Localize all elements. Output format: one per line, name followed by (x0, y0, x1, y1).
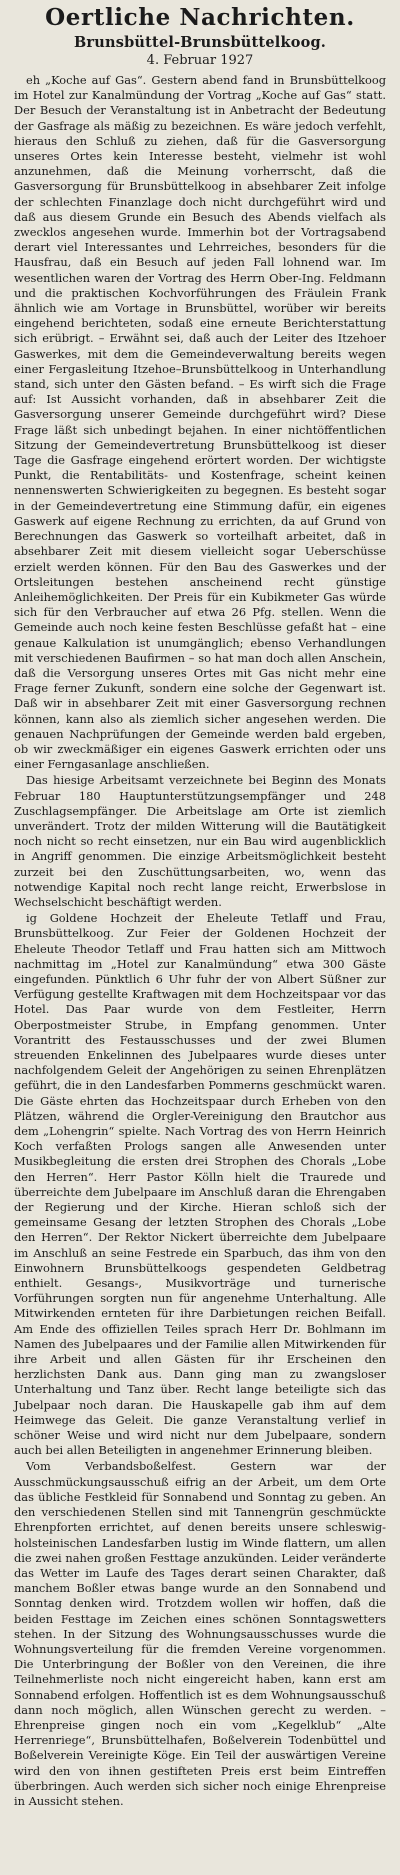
news-column (14, 73, 386, 1809)
article-gas-lecture: eh „Koche auf Gas“. Gestern abend fand in Brunsbüttelkoog im Hotel zur Kanalmündung der Vortrag „Koche auf Gas“ statt. Der Besuch der Veranstaltung ist in Anbetracht der Bedeutung der Gasfrage als mäßig zu bezeichnen. Es wäre jedoch verfehlt, hieraus den Schluß zu ziehen, daß für die Gasversorgung unseres Ortes kein Interesse besteht, vielmehr ist wohl anzunehmen, daß die Meinung vorherrscht, daß die Gasversorgung für Brunsbüttelkoog in absehbarer Zeit infolge der schlechten Finanzlage doch nicht durchgeführt wird und daß aus diesem Grunde ein Besuch des Abends vielfach als zwecklos angesehen wurde. Immerhin bot der Vortragsabend derart viel Interessantes und Lehrreiches, besonders für die Hausfrau, daß ein Besuch auf jeden Fall lohnend war. Im wesentlichen waren der Vortrag des Herrn Ober-Ing. Feldmann und die praktischen Kochvorführungen des Fräulein Frank ähnlich wie am Vortage in Brunsbüttel, worüber wir bereits eingehend berichteten, sodaß eine erneute Berichterstattung sich erübrigt. – Erwähnt sei, daß auch der Leiter des Itzehoer Gaswerkes, mit dem die Gemeindeverwaltung bereits wegen einer Fergasleitung Itzehoe–Brunsbüttelkoog in Unterhandlung stand, sich unter den Gästen befand. – Es wirft sich die Frage auf: Ist Aussicht vorhanden, daß in absehbarer Zeit die Gasversorgung unserer Gemeinde durchgeführt wird? Diese Frage läßt sich unbedingt bejahen. In einer nichtöffentlichen Sitzung der Gemeindevertretung Brunsbüttelkoog ist dieser Tage die Gasfrage eingehend erörtert worden. Der wichtigste Punkt, die Rentabilitäts- und Kostenfrage, scheint keinen nennenswerten Schwierigkeiten zu begegnen. Es besteht sogar in der Gemeindevertretung eine Stimmung dafür, ein eigenes Gaswerk auf eigene Rechnung zu errichten, da auf Grund von Berechnungen das Gaswerk so vorteilhaft arbeitet, daß in absehbarer Zeit mit diesem vielleicht sogar Ueberschüsse erzielt werden können. Für den Bau des Gaswerkes und der Ortsleitungen bestehen anscheinend recht günstige Anleihemöglichkeiten. Der Preis für ein Kubikmeter Gas würde sich für den Verbraucher auf etwa 26 Pfg. stellen. Wenn die Gemeinde auch noch keine festen Beschlüsse gefaßt hat – eine genaue Kalkulation ist unumgänglich; ebenso Verhandlungen mit verschiedenen Baufirmen – so hat man doch allen Anschein, daß die Versorgung unseres Ortes mit Gas nicht mehr eine Frage ferner Zukunft, sondern eine solche der Gegenwart ist. Daß wir in absehbarer Zeit mit einer Gasversorgung rechnen können, kann also als ziemlich sicher angesehen werden. Die genauen Nachprüfungen der Gemeinde werden bald ergeben, ob wir zweckmäßiger ein eigenes Gaswerk errichten oder uns einer Ferngasanlage anschließen. (14, 73, 386, 772)
article-labor-office: Das hiesige Arbeitsamt verzeichnete bei Beginn des Monats Februar 180 Hauptunterstützungsempfänger und 248 Zuschlagsempfänger. Die Arbeitslage am Orte ist ziemlich unverändert. Trotz der milden Witterung will die Bautätigkeit noch nicht so recht einsetzen, nur ein Bau wird augenblicklich in Angriff genommen. Die einzige Arbeitsmöglichkeit besteht zurzeit bei den Zuschüttungsarbeiten, wo, wenn das notwendige Kapital noch recht lange reicht, Erwerbslose in Wechselschicht beschäftigt werden. (14, 773, 386, 909)
article-golden-wedding: ig Goldene Hochzeit der Eheleute Tetlaff und Frau, Brunsbüttelkoog. Zur Feier der Goldenen Hochzeit der Eheleute Theodor Tetlaff und Frau hatten sich am Mittwoch nachmittag im „Hotel zur Kanalmündung“ etwa 300 Gäste eingefunden. Pünktlich 6 Uhr fuhr der von Albert Süßner zur Verfügung gestellte Kraftwagen mit dem Hochzeitspaar vor das Hotel. Das Paar wurde von dem Festleiter, Herrn Oberpostmeister Strube, in Empfang genommen. Unter Vorantritt des Festausschusses und der zwei Blumen streuenden Enkelinnen des Jubelpaares wurde dieses unter nachfolgendem Geleit der Angehörigen zu seinen Ehrenplätzen geführt, die in den Landesfarben Pommerns geschmückt waren. Die Gäste ehrten das Hochzeitspaar durch Erheben von den Plätzen, während die Orgler-Vereinigung den Brautchor aus dem „Lohengrin“ spielte. Nach Vortrag des von Herrn Heinrich Koch verfaßten Prologs sangen alle Anwesenden unter Musikbegleitung die ersten drei Strophen des Chorals „Lobe den Herren“. Herr Pastor Kölln hielt die Traurede und überreichte dem Jubelpaare im Anschluß daran die Ehrengaben der Regierung und der Kirche. Hieran schloß sich der gemeinsame Gesang der letzten Strophen des Chorals „Lobe den Herren“. Der Rektor Nickert überreichte dem Jubelpaare im Anschluß an seine Festrede ein Sparbuch, das ihm von den Einwohnern Brunsbüttelkoogs gespendeten Geldbetrag enthielt. Gesangs-, Musikvorträge und turnerische Vorführungen sorgten nun für angenehme Unterhaltung. Alle Mitwirkenden ernteten für ihre Darbietungen reichen Beifall. Am Ende des offiziellen Teiles sprach Herr Dr. Bohlmann im Namen des Jubelpaares und der Familie allen Mitwirkenden für ihre Arbeit und allen Gästen für ihr Erscheinen den herzlichsten Dank aus. Dann ging man zu zwangsloser Unterhaltung und Tanz über. Recht lange beteiligte sich das Jubelpaar noch daran. Die Hauskapelle gab ihm auf dem Heimwege das Geleit. Die ganze Veranstaltung verlief in schöner Weise und wird nicht nur dem Jubelpaare, sondern auch bei allen Beteiligten in angenehmer Erinnerung bleiben. (14, 911, 386, 1458)
article-bosseln-festival: Vom Verbandsboßelfest. Gestern war der Ausschmückungsausschuß eifrig an der Arbeit, um dem Orte das übliche Festkleid für Sonnabend und Sonntag zu geben. An den verschiedenen Stellen sind mit Tannengrün geschmückte Ehrenpforten errichtet, auf denen bereits unsere schleswig-holsteinischen Landesfarben lustig im Winde flattern, um allen die zwei nahen großen Festtage anzukünden. Leider veränderte das Wetter im Laufe des Tages derart seinen Charakter, daß manchem Boßler etwas bange wurde an den Sonnabend und Sonntag denken wird. Trotzdem wollen wir hoffen, daß die beiden Festtage im Zeichen eines schönen Sonntagswetters stehen. In der Sitzung des Wohnungsausschusses wurde die Wohnungsverteilung für die fremden Vereine vorgenommen. Die Unterbringung der Boßler von den Vereinen, die ihre Teilnehmerliste noch nicht eingereicht haben, kann erst am Sonnabend erfolgen. Hoffentlich ist es dem Wohnungsausschuß dann noch möglich, allen Wünschen gerecht zu werden. – Ehrenpreise gingen noch ein vom „Kegelklub“ „Alte Herrenriege“, Brunsbüttelhafen, Boßelverein Todenbüttel und Boßelverein Vereinigte Köge. Ein Teil der auswärtigen Vereine wird den von ihnen gestifteten Preis erst beim Eintreffen überbringen. Auch werden sich sicher noch einige Ehrenpreise in Aussicht stehen. (14, 1459, 386, 1808)
issue-date: 4. Februar 1927 (146, 53, 254, 68)
section-title: Oertliche Nachrichten. (45, 4, 355, 31)
locality-heading: Brunsbüttel-Brunsbüttelkoog. (73, 34, 327, 51)
